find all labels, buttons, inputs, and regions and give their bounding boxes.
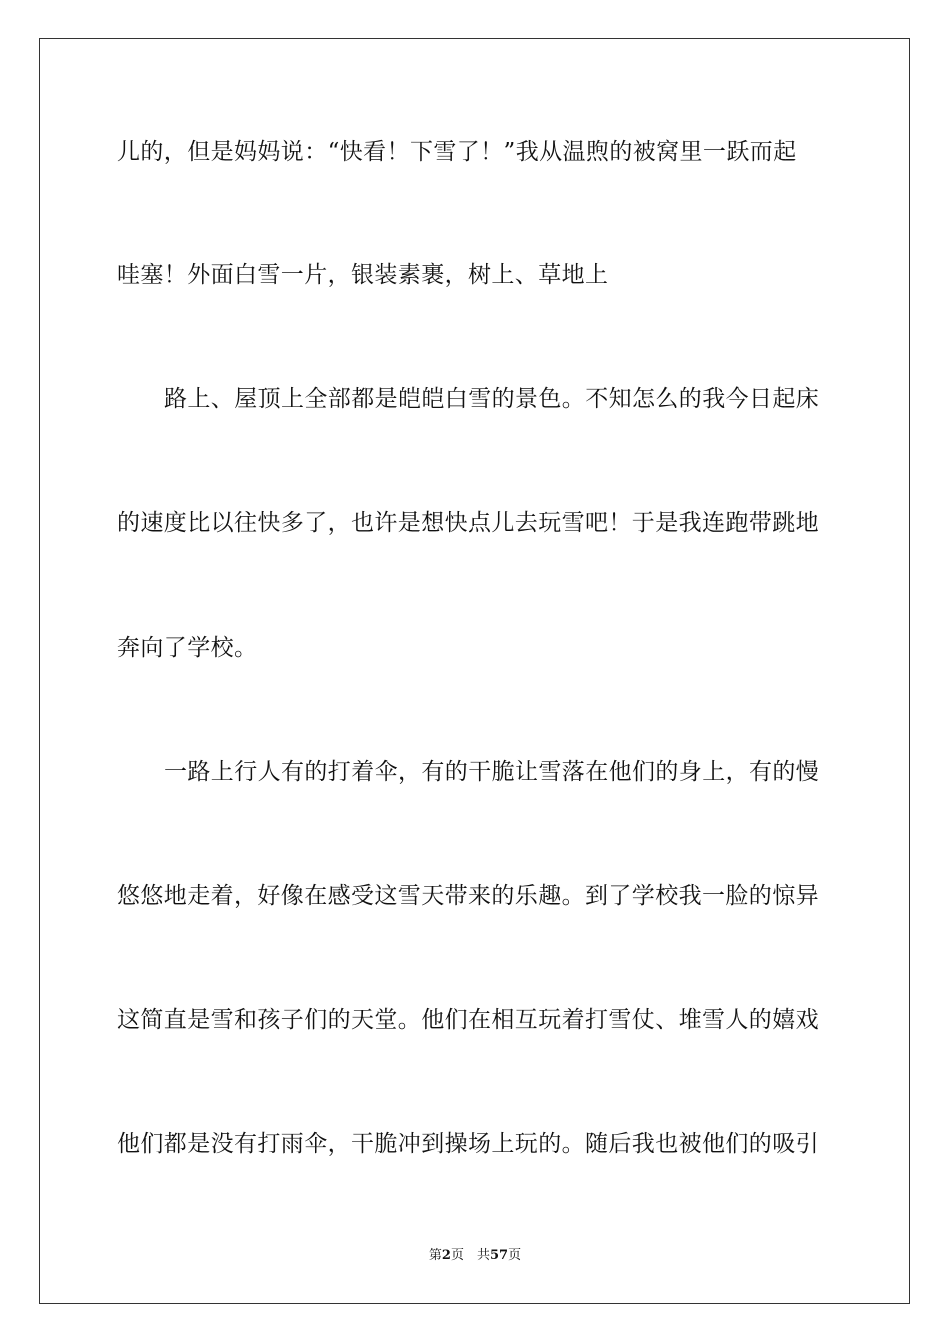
text-line-8: 这简直是雪和孩子们的天堂。他们在相互玩着打雪仗、堆雪人的嬉戏 bbox=[117, 1007, 819, 1033]
text-line-9: 他们都是没有打雨伞，干脆冲到操场上玩的。随后我也被他们的吸引 bbox=[117, 1131, 819, 1157]
footer-page-number: 2 bbox=[441, 1248, 451, 1263]
text-line-4: 的速度比以往快多了，也许是想快点儿去玩雪吧！于是我连跑带跳地 bbox=[117, 510, 819, 536]
text-line-3: 路上、屋顶上全部都是皑皑白雪的景色。不知怎么的我今日起床 bbox=[164, 386, 820, 412]
footer-suffix: 页 bbox=[508, 1248, 522, 1263]
footer-prefix: 第 bbox=[428, 1248, 442, 1263]
footer-total-pages: 57 bbox=[489, 1248, 509, 1263]
text-line-7: 悠悠地走着，好像在感受这雪天带来的乐趣。到了学校我一脸的惊异 bbox=[117, 883, 819, 909]
page-border bbox=[39, 38, 910, 1304]
footer-middle: 页 共 bbox=[450, 1248, 490, 1263]
text-line-5: 奔向了学校。 bbox=[117, 635, 258, 661]
text-line-1: 儿的，但是妈妈说：“快看！下雪了！”我从温煦的被窝里一跃而起 bbox=[117, 139, 797, 165]
text-line-2: 哇塞！外面白雪一片，银装素裹，树上、草地上 bbox=[117, 262, 609, 288]
text-line-6: 一路上行人有的打着伞，有的干脆让雪落在他们的身上，有的慢 bbox=[164, 759, 820, 785]
page-footer bbox=[0, 1247, 950, 1265]
